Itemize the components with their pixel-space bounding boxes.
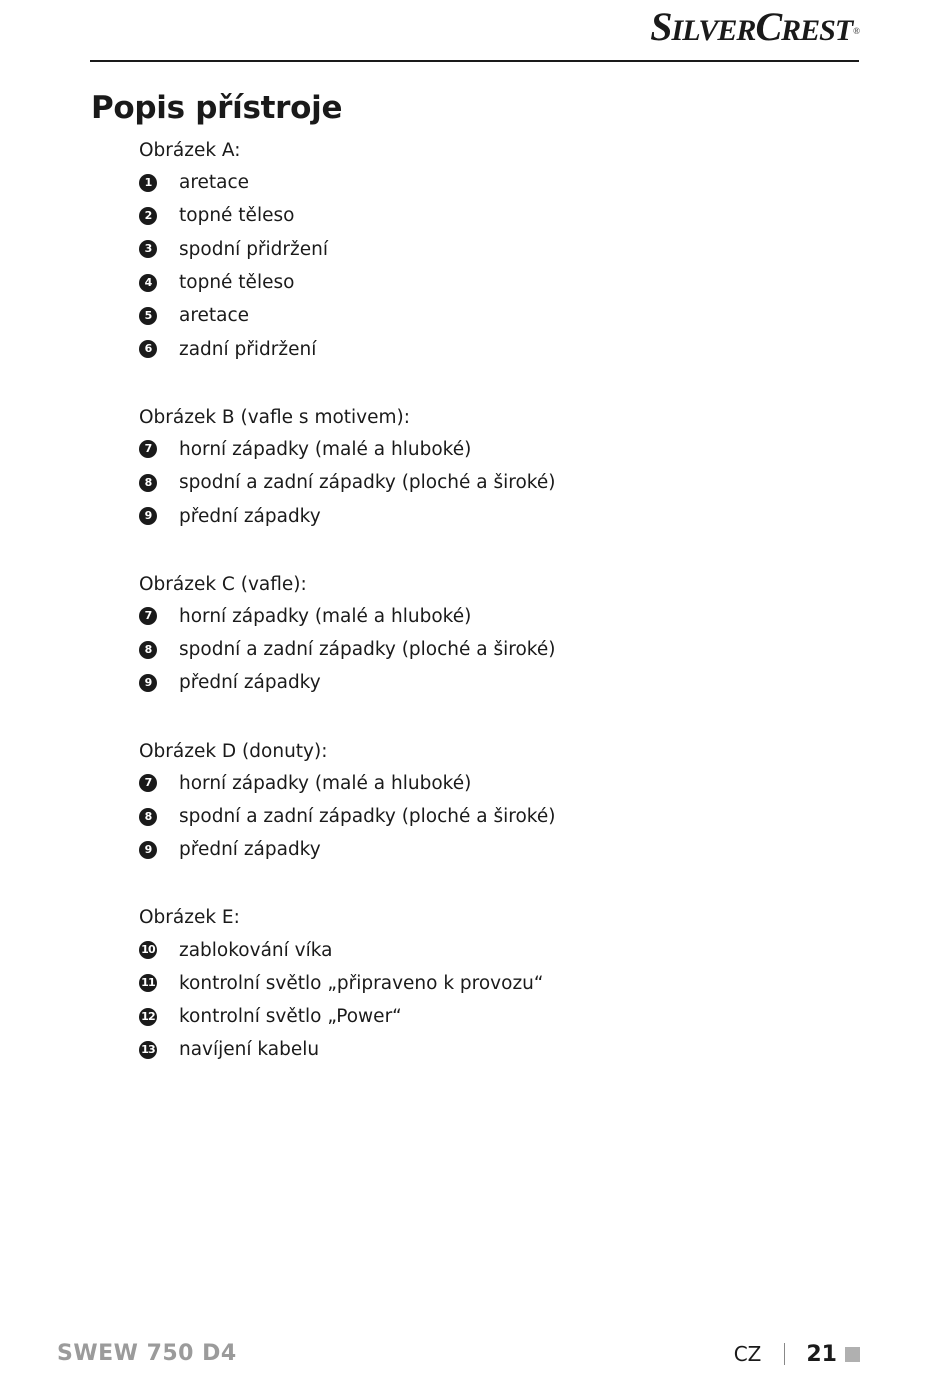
figure-section bbox=[139, 136, 759, 366]
footer-square-marker bbox=[845, 1347, 860, 1362]
item-text: aretace bbox=[179, 172, 250, 194]
item-number-badge: 2 bbox=[139, 207, 157, 225]
item-text: aretace bbox=[179, 305, 250, 327]
item-text: horní západky (malé a hluboké) bbox=[179, 772, 472, 794]
item-number-badge: 7 bbox=[139, 607, 157, 625]
footer-model: SWEW 750 D4 bbox=[57, 1341, 237, 1366]
item-number-badge: 8 bbox=[139, 641, 157, 659]
item-number-badge: 8 bbox=[139, 808, 157, 826]
list-item bbox=[139, 166, 759, 199]
section-label: Obrázek C (vafle): bbox=[139, 573, 307, 595]
footer-separator bbox=[784, 1343, 785, 1365]
item-text: spodní a zadní západky (ploché a široké) bbox=[179, 472, 556, 494]
item-text: kontrolní světlo „připraveno k provozu“ bbox=[179, 972, 544, 994]
figure-section bbox=[139, 570, 759, 700]
item-number-badge: 3 bbox=[139, 240, 157, 258]
list-item bbox=[139, 767, 759, 800]
item-text: zablokování víka bbox=[179, 939, 333, 961]
figure-section bbox=[139, 903, 759, 1066]
list-item bbox=[139, 800, 759, 833]
item-text: spodní a zadní západky (ploché a široké) bbox=[179, 639, 556, 661]
item-number-badge: 5 bbox=[139, 307, 157, 325]
item-text: přední západky bbox=[179, 672, 321, 694]
item-number-badge: 11 bbox=[139, 974, 157, 992]
item-text: kontrolní světlo „Power“ bbox=[179, 1006, 402, 1028]
item-text: topné těleso bbox=[179, 272, 295, 294]
item-number-badge: 10 bbox=[139, 941, 157, 959]
list-item bbox=[139, 933, 759, 966]
brand-logo: SILVERCREST® bbox=[650, 4, 859, 49]
list-item bbox=[139, 233, 759, 266]
footer-page-info bbox=[734, 1339, 860, 1369]
item-number-badge: 1 bbox=[139, 174, 157, 192]
list-item bbox=[139, 433, 759, 466]
list-item bbox=[139, 299, 759, 332]
list-item bbox=[139, 1000, 759, 1033]
list-item bbox=[139, 466, 759, 499]
list-item bbox=[139, 266, 759, 299]
list-item bbox=[139, 499, 759, 532]
page-header bbox=[90, 0, 859, 62]
parts-description bbox=[139, 136, 759, 1104]
item-number-badge: 13 bbox=[139, 1041, 157, 1059]
list-item bbox=[139, 600, 759, 633]
item-number-badge: 9 bbox=[139, 841, 157, 859]
item-text: přední západky bbox=[179, 839, 321, 861]
page-title: Popis přístroje bbox=[91, 90, 343, 126]
item-number-badge: 7 bbox=[139, 440, 157, 458]
section-label: Obrázek B (vafle s motivem): bbox=[139, 406, 410, 428]
footer-language: CZ bbox=[733, 1342, 762, 1366]
item-number-badge: 4 bbox=[139, 274, 157, 292]
list-item bbox=[139, 666, 759, 699]
section-label: Obrázek E: bbox=[139, 907, 240, 929]
section-label: Obrázek A: bbox=[139, 140, 241, 161]
item-text: spodní a zadní západky (ploché a široké) bbox=[179, 806, 556, 827]
item-text: spodní přidržení bbox=[179, 238, 328, 260]
section-label: Obrázek D (donuty): bbox=[139, 740, 328, 762]
list-item bbox=[139, 833, 759, 866]
item-text: topné těleso bbox=[179, 205, 295, 227]
footer-page-number: 21 bbox=[806, 1341, 837, 1367]
list-item bbox=[139, 332, 759, 365]
item-number-badge: 9 bbox=[139, 507, 157, 525]
item-number-badge: 12 bbox=[139, 1008, 157, 1026]
item-text: horní západky (malé a hluboké) bbox=[179, 605, 472, 627]
item-text: horní západky (malé a hluboké) bbox=[179, 438, 472, 460]
item-text: navíjení kabelu bbox=[179, 1039, 320, 1061]
figure-section bbox=[139, 737, 759, 867]
list-item bbox=[139, 1033, 759, 1066]
figure-section bbox=[139, 403, 759, 533]
item-text: zadní přidržení bbox=[179, 338, 317, 360]
item-number-badge: 9 bbox=[139, 674, 157, 692]
item-text: přední západky bbox=[179, 505, 321, 527]
item-number-badge: 6 bbox=[139, 340, 157, 358]
list-item bbox=[139, 199, 759, 232]
item-number-badge: 8 bbox=[139, 474, 157, 492]
list-item bbox=[139, 633, 759, 666]
list-item bbox=[139, 967, 759, 1000]
item-number-badge: 7 bbox=[139, 774, 157, 792]
